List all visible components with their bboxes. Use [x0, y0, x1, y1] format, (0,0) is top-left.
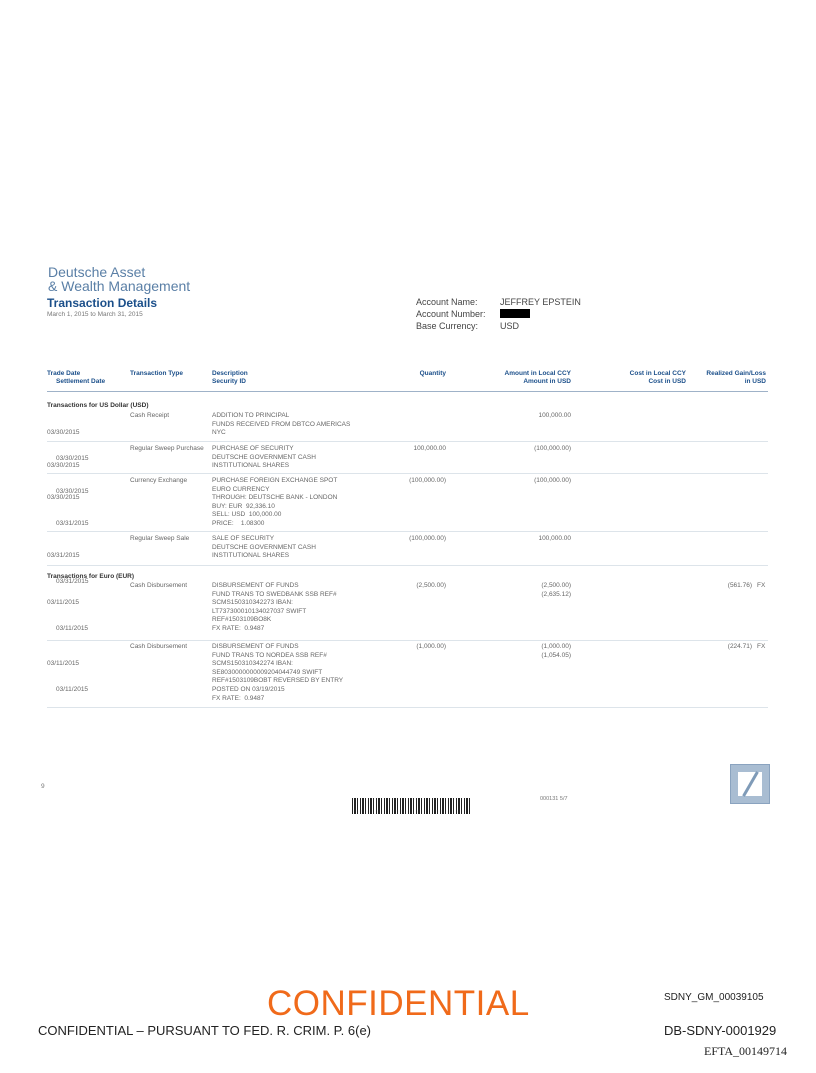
realized-gain-loss: (561.76) — [727, 582, 752, 589]
settle-date: 03/30/2015 — [56, 454, 89, 462]
description: DISBURSEMENT OF FUNDS FUND TRANS TO SWEDBANK SSB REF# SCMS150310342273 IBAN: LT737300010134027037 SWIFT REF#1503109BO8K FX RATE: 0.9487 — [212, 582, 337, 632]
col-quantity: Quantity — [419, 370, 446, 377]
col-trade-date — [47, 370, 105, 386]
col-settlement-date-label: Settlement Date — [56, 378, 106, 385]
section-title-eur: Transactions for Euro (EUR) — [47, 573, 135, 580]
col-gain-loss-label: Realized Gain/Loss — [706, 370, 766, 377]
confidential-pursuant-notice: CONFIDENTIAL – PURSUANT TO FED. R. CRIM. P. 6(e) — [38, 1023, 372, 1038]
trade-date: 03/30/2015 — [47, 462, 80, 470]
barcode — [352, 798, 472, 814]
amount: (1,000.00) (1,054.05) — [541, 643, 571, 659]
table-row — [47, 643, 88, 703]
quantity: (2,500.00) — [416, 582, 446, 589]
brand-line-2: & Wealth Management — [48, 278, 191, 294]
col-trade-date-label: Trade Date — [47, 370, 81, 377]
quantity: (100,000.00) — [409, 535, 446, 542]
trade-date: 03/30/2015 — [47, 429, 80, 437]
settle-date: 03/31/2015 — [56, 577, 89, 585]
amount: (100,000.00) — [534, 445, 571, 452]
col-description — [212, 370, 248, 386]
col-cost-usd-label: Cost in USD — [648, 378, 686, 385]
trade-date: 03/11/2015 — [47, 660, 80, 668]
trade-date: 03/31/2015 — [47, 552, 80, 560]
page-number: 9 — [41, 783, 45, 790]
header-divider — [47, 391, 768, 392]
col-description-label: Description — [212, 370, 248, 377]
row-divider — [47, 441, 768, 442]
account-number-redaction — [500, 309, 530, 318]
sdny-gm-bates: SDNY_GM_00039105 — [664, 992, 764, 1003]
row-divider — [47, 640, 768, 641]
description: SALE OF SECURITY DEUTSCHE GOVERNMENT CASH INSTITUTIONAL SHARES — [212, 535, 316, 560]
col-gain-loss — [686, 370, 766, 386]
description: PURCHASE OF SECURITY DEUTSCHE GOVERNMENT CASH INSTITUTIONAL SHARES — [212, 445, 316, 470]
efta-bates: EFTA_00149714 — [704, 1044, 788, 1058]
settle-date: 03/30/2015 — [56, 487, 89, 495]
description: DISBURSEMENT OF FUNDS FUND TRANS TO NORDEA SSB REF# SCMS150310342274 IBAN: SE8030000000009204044749 SWIFT REF#1503109BOBT REVERSED BY ENTRY POSTED ON 03/19/2015 FX RATE: 0.9487 — [212, 643, 344, 702]
settle-date: 03/31/2015 — [56, 519, 89, 527]
fx-flag: FX — [757, 582, 766, 589]
col-cost-local-label: Cost in Local CCY — [629, 370, 686, 377]
col-transaction-type: Transaction Type — [130, 370, 183, 377]
transaction-type: Regular Sweep Sale — [130, 535, 190, 542]
transaction-type: Cash Receipt — [130, 412, 170, 419]
col-cost — [596, 370, 686, 386]
statement-period: March 1, 2015 to March 31, 2015 — [47, 311, 143, 318]
quantity: (100,000.00) — [409, 477, 446, 484]
section-title-usd: Transactions for US Dollar (USD) — [47, 402, 149, 409]
page-title: Transaction Details — [47, 296, 158, 310]
amount: (2,500.00) (2,635.12) — [541, 582, 571, 598]
row-divider — [47, 473, 768, 474]
table-row — [47, 582, 88, 642]
db-sdny-bates: DB-SDNY-0001929 — [664, 1023, 777, 1038]
description: PURCHASE FOREIGN EXCHANGE SPOT EURO CURRENCY THROUGH: DEUTSCHE BANK - LONDON BUY: EUR 92,336.10 SELL: USD 100,000.00 PRICE: 1.08300 — [212, 477, 338, 527]
fx-flag: FX — [757, 643, 766, 650]
realized-gain-loss: (224.71) — [727, 643, 752, 650]
col-amount-usd-label: Amount in USD — [523, 378, 571, 385]
quantity: 100,000.00 — [413, 445, 446, 452]
table-row — [47, 477, 89, 537]
trade-date: 03/30/2015 — [47, 494, 80, 502]
document-number: 000131 5/7 — [540, 796, 568, 802]
col-amount-local-label: Amount in Local CCY — [504, 370, 571, 377]
account-number-label: Account Number: — [416, 309, 486, 319]
deutsche-bank-logo — [730, 764, 770, 804]
amount: 100,000.00 — [538, 535, 571, 542]
transaction-type: Cash Disbursement — [130, 643, 188, 650]
amount: (100,000.00) — [534, 477, 571, 484]
account-name-value: JEFFREY EPSTEIN — [500, 297, 581, 307]
section-divider — [47, 565, 768, 566]
transaction-type: Currency Exchange — [130, 477, 188, 484]
settle-date: 03/11/2015 — [56, 685, 89, 693]
amount: 100,000.00 — [538, 412, 571, 419]
trade-date: 03/11/2015 — [47, 599, 80, 607]
quantity: (1,000.00) — [416, 643, 446, 650]
base-currency-value: USD — [500, 321, 520, 331]
description: ADDITION TO PRINCIPAL FUNDS RECEIVED FROM DBTCO AMERICAS NYC — [212, 412, 351, 437]
confidential-stamp: CONFIDENTIAL — [267, 984, 530, 1023]
logo-box — [738, 772, 762, 796]
logo-slash — [742, 771, 759, 797]
brand-line-1: Deutsche Asset — [48, 264, 146, 280]
col-amount — [470, 370, 571, 386]
base-currency-label: Base Currency: — [416, 321, 479, 331]
col-gain-loss-unit-label: in USD — [744, 378, 766, 385]
account-name-label: Account Name: — [416, 297, 478, 307]
brand-logotype — [48, 265, 190, 293]
transaction-type: Regular Sweep Purchase — [130, 445, 204, 452]
table-bottom-divider — [47, 707, 768, 708]
transaction-type: Cash Disbursement — [130, 582, 188, 589]
col-security-id-label: Security ID — [212, 378, 246, 385]
row-divider — [47, 531, 768, 532]
settle-date: 03/11/2015 — [56, 624, 89, 632]
